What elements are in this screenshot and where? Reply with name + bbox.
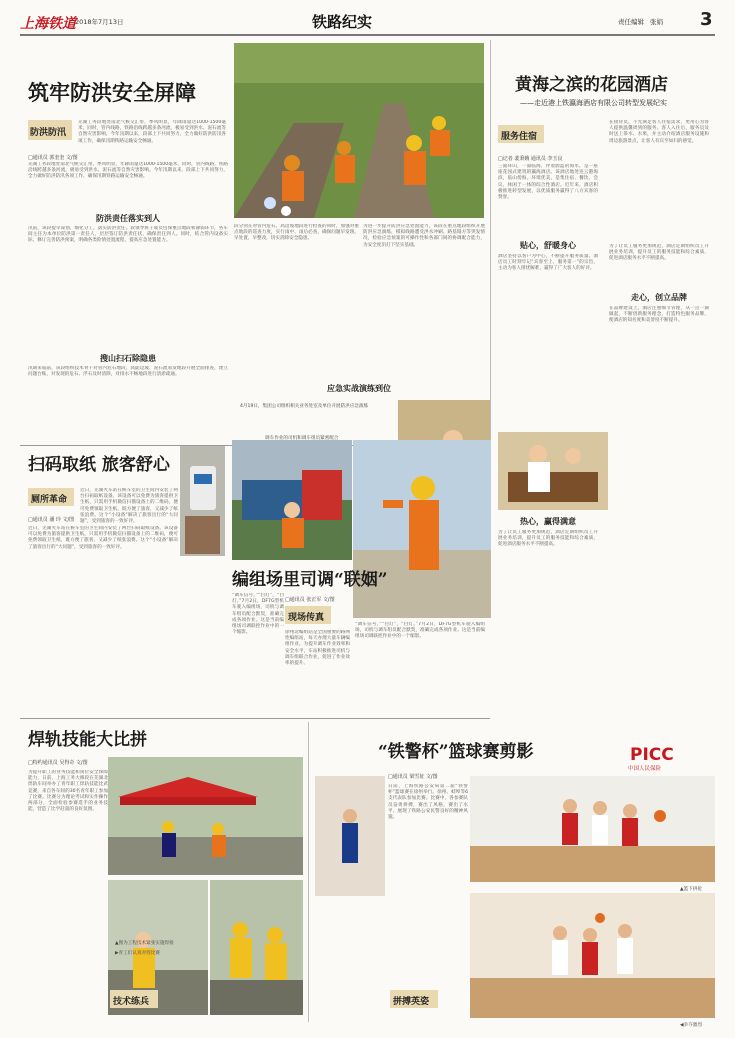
article5-photo-workers (210, 880, 303, 1015)
article3-text: 近日，芜湖火车站在候车室的卫生间内安装了两台扫码取纸设备。该设备可以免费为旅客提供卫生纸，只需用手机微信扫描设备上的二维码，便可免费领取卫生纸，既方便了旅客，又减少了纸张浪费。这个“小设备”解决了旅客出行的“大问题”，受到旅客的一致好评。 (28, 526, 178, 550)
issue-date: 2018年7月13日 (75, 18, 124, 26)
article1-column-tag (28, 120, 72, 140)
article6-caption2: ◀争夺激烈 (680, 1023, 702, 1028)
editor-label: 责任编辑 (618, 18, 644, 26)
article3-column-tag (28, 488, 74, 506)
article4-rule (20, 718, 490, 719)
article3-text-cont: 近日，芜湖火车站在候车室的卫生间内安装了两台扫码取纸设备。该设备可以免费为旅客提供卫生纸，只需用手机微信扫描设备上的二维码，便可免费领取卫生纸，既方便了旅客，又减少了纸张浪费。这个“小设备”解决了旅客出行的“大问题”，受到旅客的一致好评。 (80, 488, 178, 525)
article1-byline: □通讯员 郭奎奎 文/图 (28, 155, 78, 161)
article1-text2: 汛前，该段提早谋划，细化分工，落实防洪责任。段领导班子成员包保重点地段和薄弱环节，各车间主任为本单位防洪第一责任人，层层签订防洪责任状，确保责任到人。同时，结合管内设备实际，修订完善防洪预案，明确各类险情处置流程，提高应急处置能力。 (28, 226, 228, 244)
article5-caption1: ▲图为工程技术紧张实施焊接 (115, 941, 174, 946)
article2-text4: 为了让员工服务更加规范，酒店定期组织员工开展业务培训，提升员工的服务技能和综合素质，促进酒店服务水平不断提高。 (498, 530, 598, 548)
article6-photo-layup (470, 776, 715, 882)
article6-photo-team (315, 776, 385, 896)
article2-subheadline: ——走近港上铁瀛海酒店有限公司转型发展纪实 (520, 99, 667, 107)
article1-text4: 段分别在对管内危石、高边坡地段进行检查的同时，加强对重点地段的巡查力度，实行雨中、雨后必查，确保问题早发现、早处置、早整改，切实消除安全隐患。 (234, 224, 359, 242)
article5-byline: □特约通讯员 吴得奇 文/图 (28, 760, 88, 766)
article4-column-tag-label: 现场传真 (288, 613, 325, 623)
article1-photo-caption: 4月19日，集团公司组织相关业务处室及单位开展防洪应急演练 (240, 404, 369, 409)
article3-photo-toilet-paper (180, 446, 225, 556)
article2-subhead3: 走心，创立品牌 (631, 293, 687, 302)
article2-headline: 黄海之滨的花园酒店 (515, 75, 668, 95)
article6-photo-game (470, 893, 715, 1018)
article1-subhead1: 防洪责任落实到人 (96, 214, 160, 223)
article5-photo-welders-tent (108, 757, 303, 875)
article1-intro-text: 芜湖工务段地处南北气候交汇带，季风明显，年降雨量达1000-1500毫米，同时，管内线路，铁路沿线跨越多条河流，极易受到洪水、泥石流等自然灾害影响。今年汛期以来，段部上下共同努力，全力做好防洪防汛各项工作，确保汛期铁路运输安全畅通。 (78, 120, 226, 144)
article6-banner-text: 中国人民保险 (628, 766, 662, 772)
article1-text4b: 为进一步提升防洪应急处置能力，该段在重点地段组织开展防洪应急演练，模拟线路遭受洪水冲刷、路基塌方等突发情况，检验应急预案的可操作性和各部门间的协调配合能力，为安全度汛打下坚实基础。 (363, 224, 485, 248)
article6-headline: “铁警杯”篮球赛剪影 (378, 742, 534, 762)
article3-headline: 扫码取纸 旅客舒心 (28, 455, 170, 475)
article1-headline: 筑牢防洪安全屏障 (28, 80, 196, 105)
article4-photo-signalman (353, 440, 491, 618)
article2-subhead2: 热心，赢得满意 (520, 517, 576, 526)
article2-text1: 三面环山，一面临海，伴着蔚蓝的海水，是一座座花园式建筑的瀛海酒店。该酒店地处连云港海滨，依山傍海，环境优美，是集住宿、餐饮、会议、休闲于一体的综合性酒店。近年来，酒店积极推进转型发展，以优质服务赢得了八方宾客的赞誉。 (498, 164, 598, 201)
article6-text: 日前，上海铁路公安局第二届“铁警杯”篮球赛在徐州举行。徐州、蚌埠等6支代表队参加比赛。比赛中，各参赛队员奋勇拼搏，赛出了风格，赛出了水平，展现了铁路公安民警良好的精神风貌。 (388, 784, 468, 821)
article2-text1b: 在接待员，不光满足客人住宿需求，更用心为客人提供温馨周到的服务。客人入住后，服务员及时送上茶水、水果，并主动介绍酒店服务设施和周边旅游景点，让客人有宾至如归的感觉。 (609, 120, 709, 144)
article1-column-tag-label: 防洪防汛 (30, 128, 67, 138)
article1-text-lead: 芜湖工务段地处南北气候交汇带，季风明显，年降雨量达1000-1500毫米，同时，管内线路，铁路沿线跨越多条河流，极易受到洪水、泥石流等自然灾害影响。今年汛期以来，段部上下共同努力，全力做好防洪防汛各项工作，确保汛期铁路运输安全畅通。 (28, 162, 228, 180)
article4-text2: 徐州北编组站是全国重要的路网性编组站，每天办理大量车辆编组作业。为提升调车作业效率和安全水平，车站积极推进司机与调车组联合作业，促进了作业效率的提升。 (285, 630, 350, 667)
article1-subhead3: 应急实战演练到位 (327, 384, 391, 393)
page-number: 3 (700, 9, 713, 30)
article5-column-tag-label: 技术练兵 (113, 997, 150, 1007)
article4-text1: “调车信号，”“白灯”，“白灯。”7月2日，DF7G型机车驶入编组场，司机与调车组员配合默契，准确完成各项作业。这是当前编组场司调联控作业中的一个缩影。 (232, 593, 284, 636)
article6-banner-brand: PICC (630, 745, 674, 765)
article4-text3: “调车信号，”“白灯”，“白灯。”7月2日，DF7G型机车驶入编组场，司机与调车组员配合默契，准确完成各项作业。这是当前编组场司调联控作业中的一个缩影。 (355, 622, 485, 640)
article1-subhead2: 搜山扫石除隐患 (100, 354, 156, 363)
header-rule (20, 34, 715, 36)
article5-headline: 焊轨技能大比拼 (28, 730, 147, 750)
article4-photo-locomotive (232, 440, 352, 560)
article2-text2: 酒店坚持以客户为中心，不断提升服务质量。酒店员工时刻牢记“宾客至上、服务第一”的宗旨，主动为客人排忧解难，赢得了广大客人的好评。 (498, 254, 598, 272)
article3-column-tag-label: 厕所革命 (31, 495, 68, 505)
masthead: 上海铁道 (20, 16, 76, 32)
article2-photo-gallery (498, 432, 608, 510)
article5-caption2: ▶青工们认真对待比赛 (115, 951, 160, 956)
article3-byline: □通讯员 潘 玲 文/图 (28, 517, 75, 523)
article6-column-tag-label: 拼搏英姿 (393, 997, 430, 1007)
article2-text5: 在品牌建设上，酒店注重细节管理，从一点一滴做起，不断创新服务理念，打造特色服务品牌，使酒店的知名度和美誉度不断提升。 (609, 306, 709, 324)
article5-text: 为提升职工的业务技能和岗位安全保障能力，日前，上海工务大修段在芜湖北焊轨车间举办了青年职工焊轨技能比武竞赛，来自各车间的30名青年职工参加了比赛。比赛分为理论考试和实作操作两部分，全面检验参赛选手的业务技能，营造了比学赶超的良好氛围。 (28, 770, 108, 813)
article1-text3: 汛期来临前，该段组织技术骨干对管内危石地段、高陡边坡、泥石流易发地段开展全面排查，建立问题台账，对发现的危石、浮石及时清除，对排水不畅地段进行清淤疏通。 (28, 366, 228, 378)
article2-byline: □记者 裴秉娥 通讯员 李玉良 (498, 156, 563, 162)
article4-photo-caption: 调车作业的司机和调车组员紧密配合 (265, 436, 339, 441)
section-title: 铁路纪实 (312, 13, 373, 31)
article1-photo-workers (234, 43, 484, 218)
article2-column-tag (498, 125, 544, 143)
article6-caption1: ▲篮下拼抢 (680, 887, 702, 892)
article2-text3: 为了让员工服务更加规范，酒店定期组织员工开展业务培训，提升员工的服务技能和综合素质，促进酒店服务水平不断提高。 (609, 244, 709, 262)
article4-byline: □通讯员 张正军 文/图 (285, 597, 335, 603)
editor-name: 张娟 (650, 18, 663, 26)
article2-column-tag-label: 服务住宿 (501, 132, 538, 142)
article2-subhead1: 贴心，舒暖身心 (520, 241, 576, 250)
article6-byline: □通讯员 梁雪征 文/图 (388, 774, 438, 780)
article4-headline: 编组场里司调“联姻” (232, 570, 388, 590)
article6-column-tag (390, 990, 438, 1008)
article5-column-tag (110, 990, 158, 1008)
column-divider-bottom (308, 722, 309, 1022)
article4-column-tag (285, 606, 331, 624)
